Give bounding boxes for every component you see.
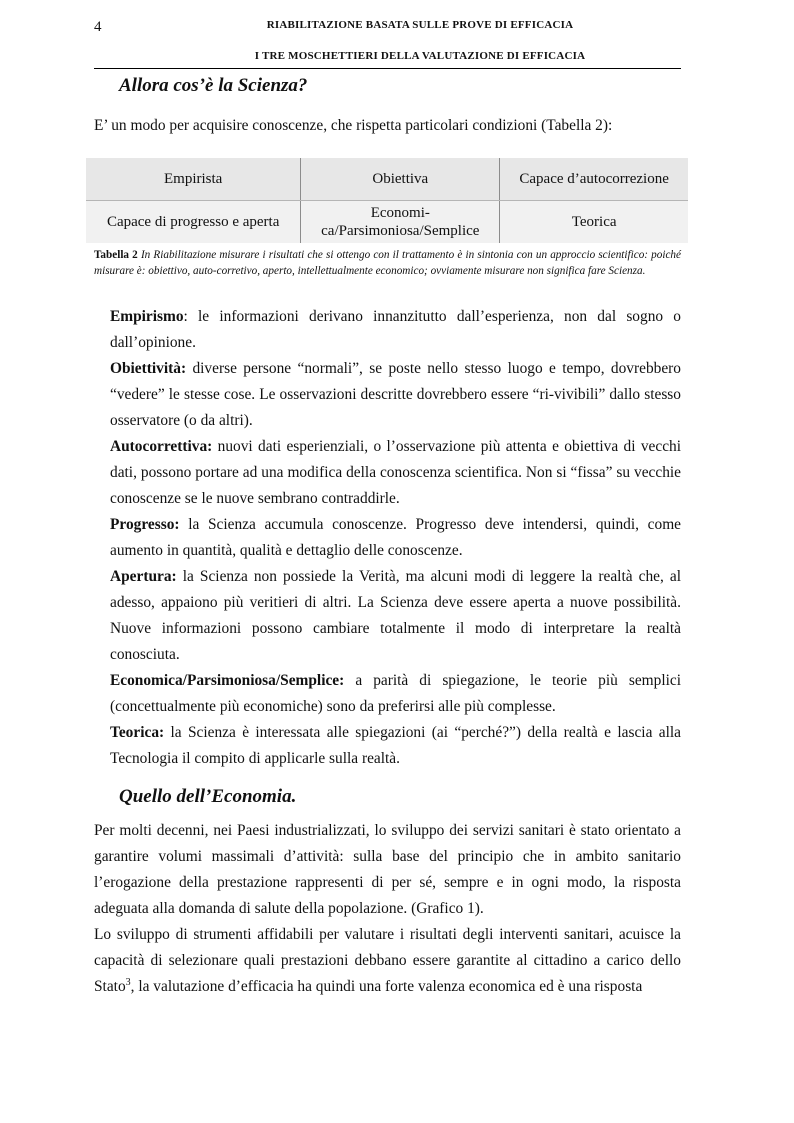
definition-text: a parità di spiegazione, le teorie più semplici (concettualmente più economiche) sono da preferirsi alle più complesse. <box>110 672 681 715</box>
paragraph-text: Lo sviluppo di strumenti affidabili per valutare i risultati degli interventi sanitari, acuisce la capacità di selezionare quali prestazioni debbano essere garantite al cittadino a carico dello Stato <box>94 926 681 995</box>
economia-body <box>94 818 681 1000</box>
table-cell-obiettiva: Obiettiva <box>301 158 500 201</box>
running-title-book: RIABILITAZIONE BASATA SULLE PROVE DI EFFICACIA <box>266 19 574 31</box>
definition-text: nuovi dati esperienziali, o l’osservazione più attenta e obiettiva di vecchi dati, possono portare ad una modifica della conoscenza scientifica. Non si “fissa” su vecchie conoscenze se le nuove sembrano contraddirle. <box>110 438 681 507</box>
section-heading-economia: Quello dell’Economia. <box>119 786 297 807</box>
intro-paragraph: E’ un modo per acquisire conoscenze, che rispetta particolari condizioni (Tabella 2): <box>94 117 613 134</box>
definition-term: Autocorrettiva: <box>110 438 213 455</box>
table-cell-autocorrezione: Capace d’autocorrezione <box>500 158 688 201</box>
table-cell-teorica: Teorica <box>500 201 688 244</box>
footnote-ref: 3 <box>125 976 131 988</box>
paragraph-text: , la valutazione d’efficacia ha quindi una forte valenza economica ed è una risposta <box>130 978 643 995</box>
definition-text: la Scienza non possiede la Verità, ma alcuni modi di leggere la realtà che, al adesso, appaiono più veritieri di altri. La Scienza deve essere aperta a nuove possibilità. Nuove informazioni possono cambiare totalmente il modo di interpretare la realtà conosciuta. <box>110 568 681 663</box>
page-number: 4 <box>94 19 102 35</box>
definition-item <box>110 720 681 772</box>
definition-term: Obiettività: <box>110 360 187 377</box>
table-caption <box>94 248 681 279</box>
definition-term: Apertura: <box>110 568 177 585</box>
caption-text: In Riabilitazione misurare i risultati che si ottengo con il trattamento è in sintonia con un approccio scientifico: poiché misurare è: obiettivo, auto-corretivo, aperto, intellettualmente economico; ovviamente misurare non significa fare Scienza. <box>94 249 681 277</box>
definition-term: Economica/Parsimoniosa/Semplice: <box>110 672 345 689</box>
running-title-chapter: I TRE MOSCHETTIERI DELLA VALUTAZIONE DI EFFICACIA <box>254 50 586 62</box>
definition-item <box>110 512 681 564</box>
definition-item <box>110 304 681 356</box>
definition-text: : le informazioni derivano innanzitutto dall’esperienza, non dal sogno o dall’opinione. <box>110 308 681 351</box>
table-2 <box>86 158 688 243</box>
header-divider <box>94 68 681 69</box>
caption-label: Tabella 2 <box>94 249 138 261</box>
table-row <box>86 201 688 244</box>
definition-item <box>110 564 681 668</box>
definition-item <box>110 668 681 720</box>
definition-term: Empirismo <box>110 308 184 325</box>
definitions-list <box>110 304 681 772</box>
definition-text: diverse persone “normali”, se poste nello stesso luogo e tempo, dovrebbero “vedere” le stesse cose. Le osservazioni descritte dovrebbero essere “ri-vivibili” dallo stesso osservatore (o da altri). <box>110 360 681 429</box>
section-heading-scienza: Allora cos’è la Scienza? <box>119 75 308 96</box>
definition-item <box>110 356 681 434</box>
table-cell-economica: Economi- ca/Parsimoniosa/Semplice <box>301 201 500 244</box>
definition-term: Teorica: <box>110 724 165 741</box>
definition-item <box>110 434 681 512</box>
definition-text: la Scienza è interessata alle spiegazioni (ai “perché?”) della realtà e lascia alla Tecnologia il compito di applicarle sulla realtà. <box>110 724 681 767</box>
definition-term: Progresso: <box>110 516 180 533</box>
table-cell-progresso: Capace di progresso e aperta <box>86 201 301 244</box>
paragraph: Per molti decenni, nei Paesi industrializzati, lo sviluppo dei servizi sanitari è stato orientato a garantire volumi massimali d’attività: sulla base del principio che in ambito sanitario l’erogazione della prestazione rappresenti di per sé, sempre e in ogni modo, la risposta adeguata alla domanda di salute della popolazione. (Grafico 1). <box>94 822 681 917</box>
table-row <box>86 158 688 201</box>
table-cell-empirista: Empirista <box>86 158 301 201</box>
definition-text: la Scienza accumula conoscenze. Progresso deve intendersi, quindi, come aumento in quantità, qualità e dettaglio delle conoscenze. <box>110 516 681 559</box>
paragraph <box>94 922 681 1000</box>
